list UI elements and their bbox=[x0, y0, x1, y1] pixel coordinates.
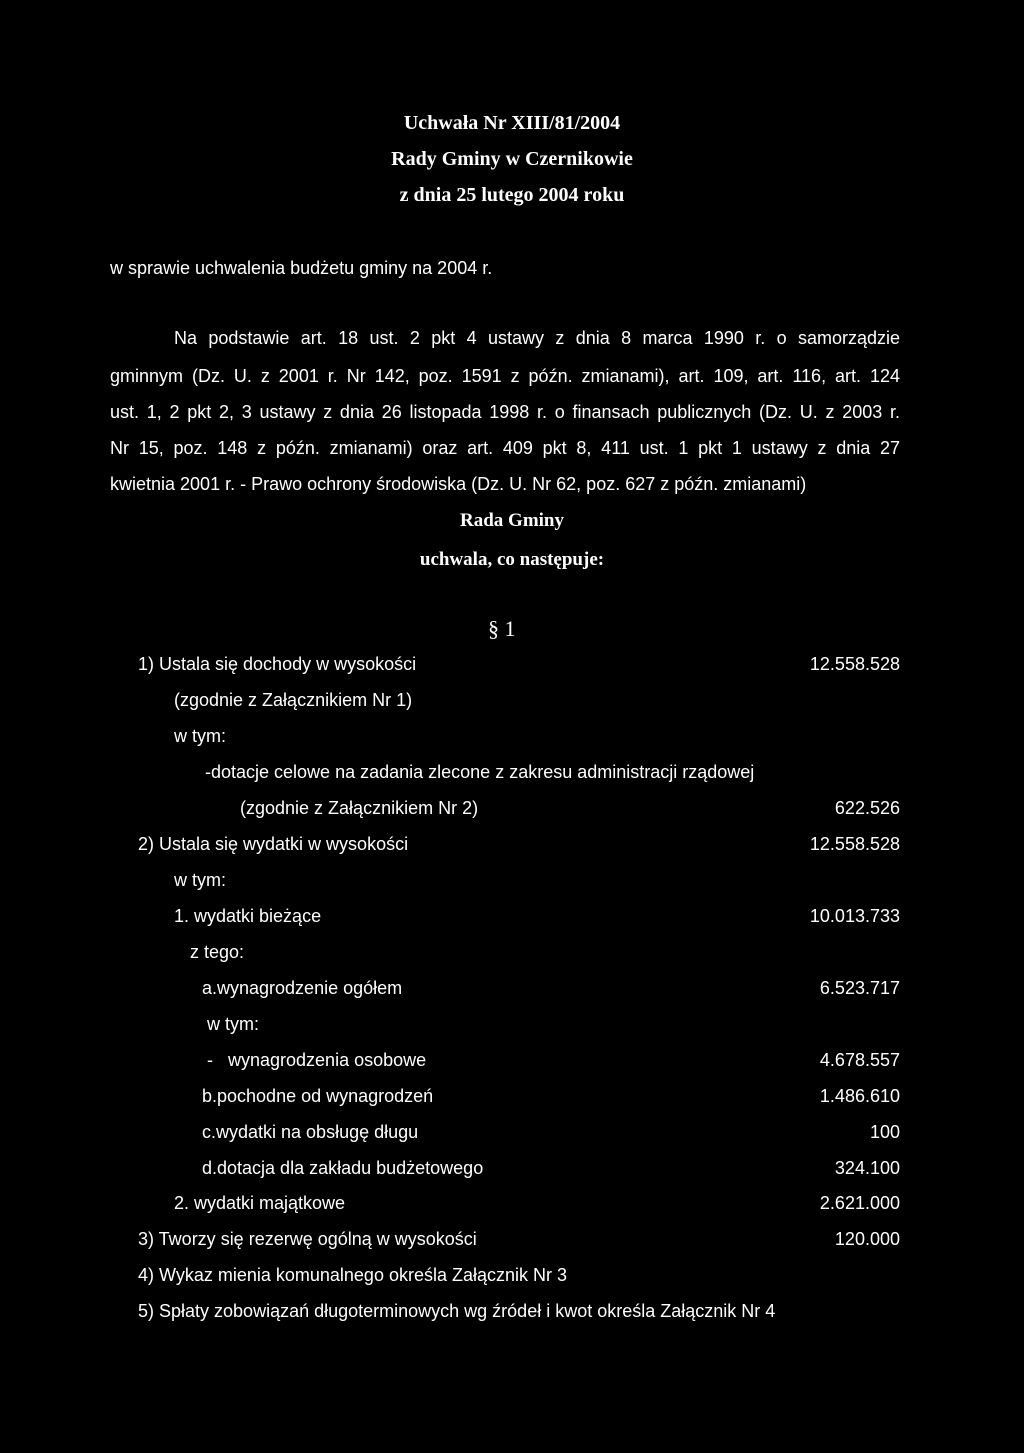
budget-item-value: 4.678.557 bbox=[819, 1050, 900, 1070]
budget-item-label: - wynagrodzenia osobowe bbox=[207, 1050, 427, 1070]
budget-item-label: 1) Ustala się dochody w wysokości bbox=[138, 654, 417, 674]
budget-item-value: 12.558.528 bbox=[809, 834, 900, 854]
budget-item-label: 2. wydatki majątkowe bbox=[174, 1193, 346, 1213]
preamble-line: Nr 15, poz. 148 z późn. zmianami) oraz art. 409 pkt 8, 411 ust. 1 pkt 1 ustawy z dnia 27 bbox=[110, 438, 900, 458]
budget-item-value: 12.558.528 bbox=[809, 654, 900, 674]
budget-item-value: 1.486.610 bbox=[819, 1086, 900, 1106]
budget-item-value: 100 bbox=[869, 1122, 900, 1142]
preamble-line: kwietnia 2001 r. - Prawo ochrony środowiska (Dz. U. Nr 62, poz. 627 z późn. zmianami) bbox=[110, 474, 807, 494]
budget-item-label: c.wydatki na obsługę długu bbox=[202, 1122, 419, 1142]
enacting-formula: uchwala, co następuje: bbox=[419, 549, 605, 570]
budget-item-label: 2) Ustala się wydatki w wysokości bbox=[138, 834, 409, 854]
budget-item-label: 3) Tworzy się rezerwę ogólną w wysokości bbox=[138, 1229, 477, 1249]
budget-item-label: a.wynagrodzenie ogółem bbox=[202, 978, 403, 998]
budget-item-label: (zgodnie z Załącznikiem Nr 1) bbox=[174, 690, 413, 710]
budget-item-label: 5) Spłaty zobowiązań długoterminowych wg źródeł i kwot określa Załącznik Nr 4 bbox=[138, 1301, 776, 1321]
section-heading: § 1 bbox=[488, 616, 516, 641]
budget-item-value: 120.000 bbox=[834, 1229, 900, 1249]
budget-item-label: d.dotacja dla zakładu budżetowego bbox=[202, 1158, 484, 1178]
budget-item-label: (zgodnie z Załącznikiem Nr 2) bbox=[240, 798, 479, 818]
budget-item-label: -dotacje celowe na zadania zlecone z zakresu administracji rządowej bbox=[205, 762, 755, 782]
budget-item-label: w tym: bbox=[174, 726, 226, 746]
budget-item-label: b.pochodne od wynagrodzeń bbox=[202, 1086, 434, 1106]
resolution-subject: w sprawie uchwalenia budżetu gminy na 2004 r. bbox=[110, 258, 493, 278]
preamble-line: gminnym (Dz. U. z 2001 r. Nr 142, poz. 1591 z późn. zmianami), art. 109, art. 116, art. 124 bbox=[110, 366, 900, 386]
budget-item-value: 6.523.717 bbox=[819, 978, 900, 998]
preamble-line: ust. 1, 2 pkt 2, 3 ustawy z dnia 26 listopada 1998 r. o finansach publicznych (Dz. U. z 2003 r. bbox=[110, 402, 900, 422]
budget-item-value: 2.621.000 bbox=[819, 1193, 900, 1213]
budget-item-value: 622.526 bbox=[834, 798, 900, 818]
resolution-date: z dnia 25 lutego 2004 roku bbox=[399, 184, 625, 206]
budget-item-label: w tym: bbox=[174, 870, 226, 890]
council-name: Rady Gminy w Czernikowie bbox=[391, 148, 633, 170]
budget-item-label: 4) Wykaz mienia komunalnego określa Załącznik Nr 3 bbox=[138, 1265, 568, 1285]
budget-item-value: 10.013.733 bbox=[809, 906, 900, 926]
budget-item-label: 1. wydatki bieżące bbox=[174, 906, 322, 926]
budget-item-value: 324.100 bbox=[834, 1158, 900, 1178]
preamble-line: Na podstawie art. 18 ust. 2 pkt 4 ustawy z dnia 8 marca 1990 r. o samorządzie bbox=[174, 328, 900, 348]
resolution-title: Uchwała Nr XIII/81/2004 bbox=[403, 112, 621, 134]
budget-item-label: z tego: bbox=[190, 942, 245, 962]
budget-item-label: w tym: bbox=[207, 1014, 259, 1034]
enacting-body: Rada Gminy bbox=[460, 510, 564, 531]
